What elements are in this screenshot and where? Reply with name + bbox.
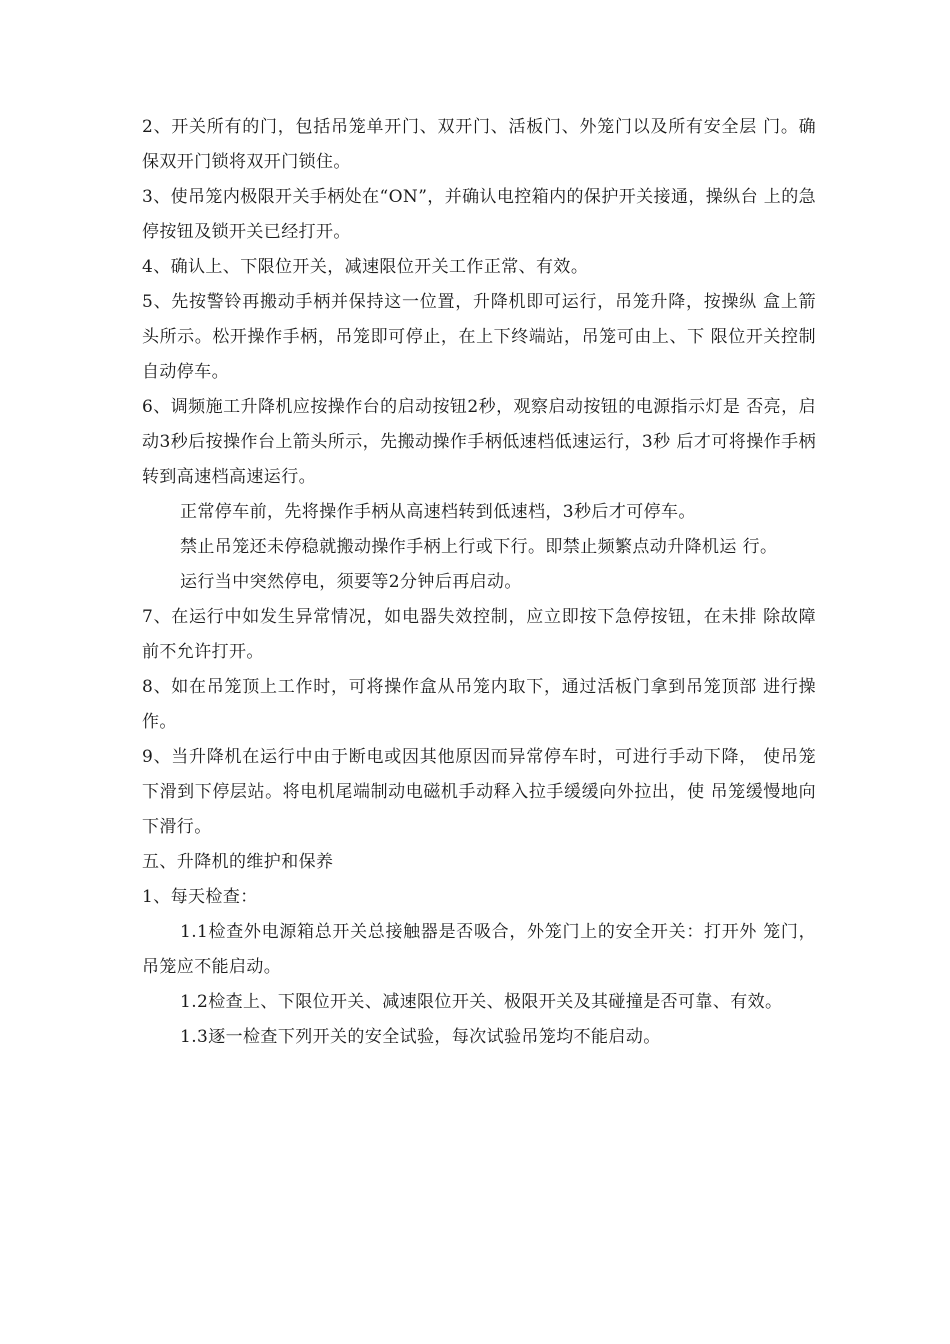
subheading-daily-check: 1、每天检查： [142,887,258,907]
paragraph-item-7: 7、在运行中如发生异常情况，如电器失效控制，应立即按下急停按钮，在未排 除故障前不允许打开。 [142,607,816,662]
paragraph-item-8: 8、如在吊笼顶上工作时，可将操作盒从吊笼内取下，通过活板门拿到吊笼顶部 进行操作。 [142,677,816,732]
document-body [142,110,816,1055]
paragraph-item-3: 3、使吊笼内极限开关手柄处在“ON”，并确认电控箱内的保护开关接通，操纵台 上的急停按钮及锁开关已经打开。 [142,187,816,242]
paragraph-item-6: 6、调频施工升降机应按操作台的启动按钮2秒，观察启动按钮的电源指示灯是 否亮，启动3秒后按操作台上箭头所示，先搬动操作手柄低速档低速运行，3秒 后才可将操作手柄转到高速档高速运行。 [142,397,816,487]
paragraph-prohibit-jog: 禁止吊笼还未停稳就搬动操作手柄上行或下行。即禁止频繁点动升降机运 行。 [180,537,778,557]
paragraph-check-1-1: 1.1检查外电源箱总开关总接触器是否吸合，外笼门上的安全开关：打开外 笼门，吊笼应不能启动。 [142,922,816,977]
paragraph-item-2: 2、开关所有的门，包括吊笼单开门、双开门、活板门、外笼门以及所有安全层 门。确保双开门锁将双开门锁住。 [142,117,816,172]
paragraph-check-1-3: 1.3逐一检查下列开关的安全试验，每次试验吊笼均不能启动。 [180,1027,661,1047]
paragraph-item-5: 5、先按警铃再搬动手柄并保持这一位置，升降机即可运行，吊笼升降，按操纵 盒上箭头所示。松开操作手柄，吊笼即可停止，在上下终端站，吊笼可由上、下 限位开关控制自动停车。 [142,292,816,382]
section-heading-maintenance: 五、升降机的维护和保养 [142,852,334,872]
paragraph-item-9: 9、当升降机在运行中由于断电或因其他原因而异常停车时，可进行手动下降， 使吊笼下滑到下停层站。将电机尾端制动电磁机手动释入拉手缓缓向外拉出，使 吊笼缓慢地向下滑行。 [142,747,816,837]
paragraph-check-1-2: 1.2检查上、下限位开关、减速限位开关、极限开关及其碰撞是否可靠、有效。 [180,992,783,1012]
paragraph-item-4: 4、确认上、下限位开关，减速限位开关工作正常、有效。 [142,257,589,277]
paragraph-normal-stop: 正常停车前，先将操作手柄从高速档转到低速档，3秒后才可停车。 [180,502,696,522]
paragraph-power-failure: 运行当中突然停电，须要等2分钟后再启动。 [180,572,522,592]
